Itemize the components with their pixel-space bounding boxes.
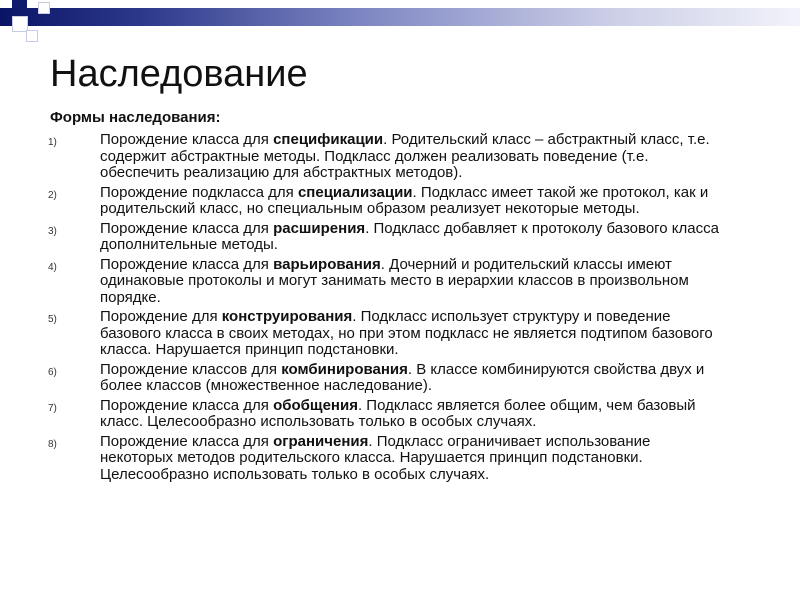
slide-subtitle: Формы наследования: xyxy=(50,109,221,126)
inheritance-forms-list xyxy=(0,132,800,486)
decorative-squares xyxy=(0,0,60,50)
decorative-square xyxy=(38,2,50,14)
list-item xyxy=(0,257,720,310)
item-text-before: Порождение классов для xyxy=(100,360,282,378)
item-number: 5) xyxy=(48,314,57,325)
item-text-after: . Дочерний и родительский классы имеют одинаковые протоколы и могут занимать место в иерархии классов в произвольном порядке. xyxy=(100,255,689,306)
list-item xyxy=(0,185,720,221)
item-text-before: Порождение для xyxy=(100,308,222,325)
item-number: 2) xyxy=(48,189,57,201)
list-item xyxy=(0,434,720,487)
list-item xyxy=(0,132,720,185)
item-number: 4) xyxy=(48,261,57,273)
item-keyword: специализации xyxy=(297,183,413,201)
item-number: 7) xyxy=(48,402,57,414)
item-keyword: комбинирования xyxy=(281,360,408,378)
item-text-after: . В классе комбинируются свойства двух и более классов (множественное наследование). xyxy=(100,360,705,394)
item-text-before: Порождение класса для xyxy=(100,432,274,450)
item-keyword: ограничения xyxy=(273,432,369,450)
item-text-before: Порождение класса для xyxy=(100,396,274,414)
item-number: 1) xyxy=(48,137,57,148)
item-text-before: Порождение подкласса для xyxy=(100,183,298,201)
item-text-after: . Подкласс имеет такой же протокол, как и родительский класс, но специальным образом реализует некоторые методы. xyxy=(100,183,709,217)
item-keyword: конструирования xyxy=(221,308,353,325)
item-text-after: . Подкласс использует структуру и поведение базового класса в своих методах, но при этом подкласс не является подтипом базового класса. Нарушается принцип подстановки. xyxy=(100,308,713,358)
list-item xyxy=(0,309,720,362)
header-gradient-bar xyxy=(0,8,800,26)
decorative-square xyxy=(26,30,38,42)
item-keyword: варьирования xyxy=(273,255,381,273)
item-text-after: . Подкласс добавляет к протоколу базового класса дополнительные методы. xyxy=(100,219,719,253)
list-item xyxy=(0,362,720,398)
item-keyword: расширения xyxy=(273,219,366,237)
item-text-after: . Родительский класс – абстрактный класс, т.е. содержит абстрактные методы. Подкласс должен реализовать поведение (т.е. обеспечить реализацию для абстрактных методов). xyxy=(100,131,710,181)
decorative-square xyxy=(12,0,27,8)
item-number: 8) xyxy=(48,438,57,450)
slide-title: Наследование xyxy=(50,53,308,95)
item-text-after: . Подкласс ограничивает использование некоторых методов родительского класса. Нарушается принцип подстановки. Целесообразно использовать только в особых случаях. xyxy=(100,432,651,483)
item-number: 6) xyxy=(48,366,57,378)
item-number: 3) xyxy=(48,225,57,237)
list-item xyxy=(0,398,720,434)
item-text-before: Порождение класса для xyxy=(100,219,274,237)
item-text-before: Порождение класса для xyxy=(100,255,274,273)
list-item xyxy=(0,221,720,257)
item-text-before: Порождение класса для xyxy=(100,131,274,148)
item-keyword: спецификации xyxy=(273,131,384,148)
item-keyword: обобщения xyxy=(273,396,358,414)
item-text-after: . Подкласс является более общим, чем базовый класс. Целесообразно использовать только в особых случаях. xyxy=(100,396,696,430)
